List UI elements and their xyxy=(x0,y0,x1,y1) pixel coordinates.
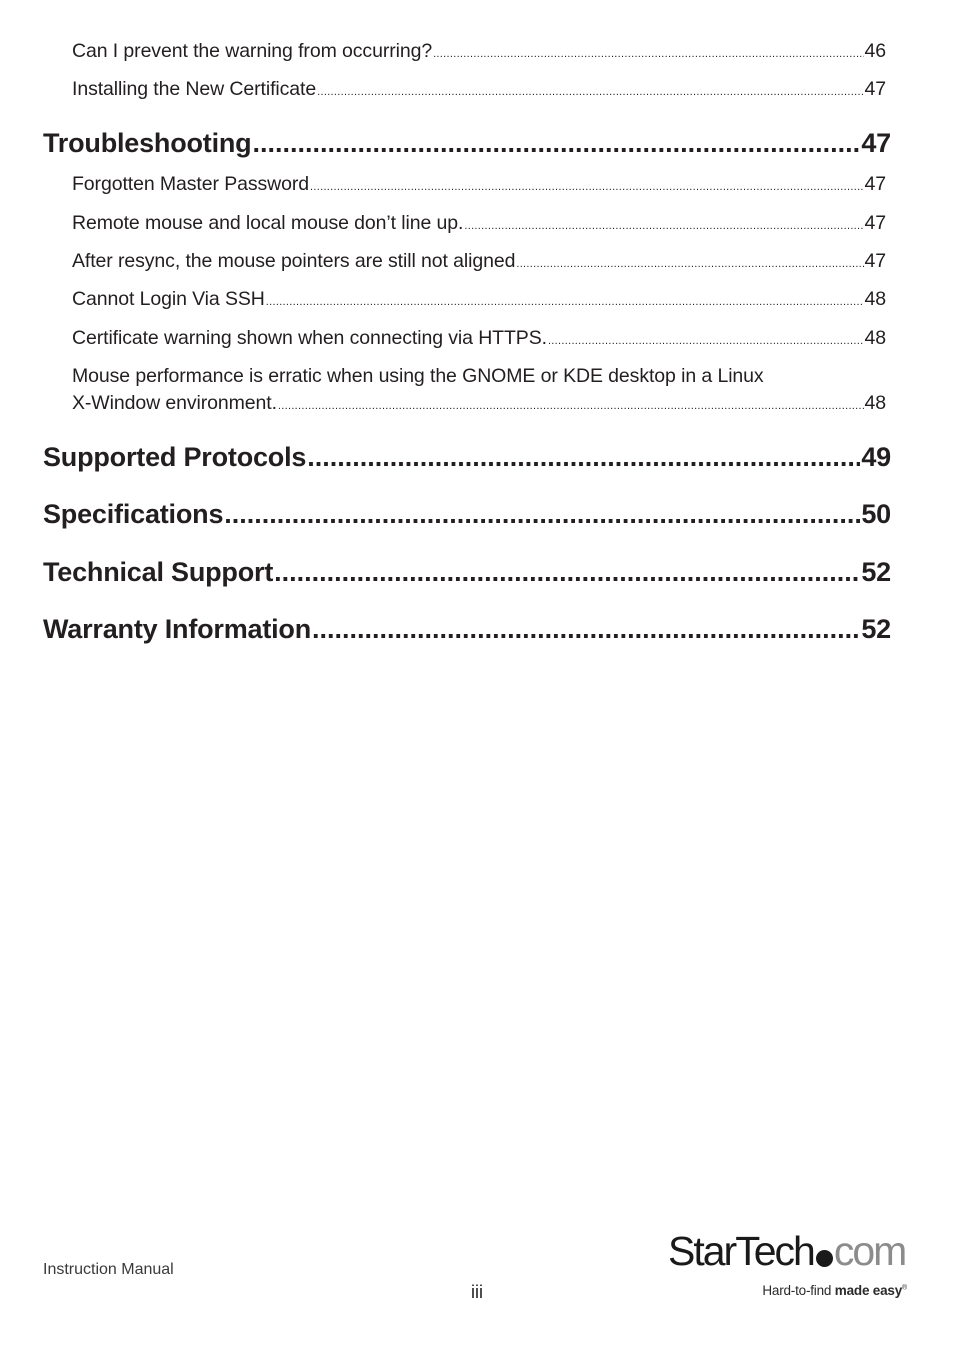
toc-section-page: 47 xyxy=(861,128,891,158)
registered-mark: ® xyxy=(902,1284,907,1292)
logo-tagline-prefix: Hard-to-find xyxy=(762,1283,835,1298)
toc-entry[interactable] xyxy=(72,288,886,311)
logo-tagline xyxy=(762,1283,907,1298)
toc-section-page: 49 xyxy=(861,442,891,472)
toc-entry-title: Can I prevent the warning from occurring? xyxy=(72,40,433,62)
toc-entry-page: 47 xyxy=(864,250,886,272)
logo-tagline-bold: made easy xyxy=(834,1283,903,1298)
toc-section-troubleshooting[interactable] xyxy=(43,128,891,159)
footer-page-number: iii xyxy=(471,1282,483,1302)
startech-logo xyxy=(668,1228,913,1308)
toc-dot-leader xyxy=(307,442,860,473)
toc-section-title: Specifications xyxy=(43,499,224,529)
toc-section-technical-support[interactable] xyxy=(43,557,891,588)
toc-dot-leader xyxy=(433,48,863,60)
toc-dot-leader xyxy=(266,296,864,308)
toc-entry-page: 48 xyxy=(864,288,886,310)
toc-entry-page: 48 xyxy=(864,392,886,414)
toc-section-page: 50 xyxy=(861,499,891,529)
toc-entry[interactable] xyxy=(72,250,886,273)
toc-dot-leader xyxy=(464,220,863,232)
toc-dot-leader xyxy=(312,614,860,645)
toc-entry-page: 48 xyxy=(864,327,886,349)
toc-section-page: 52 xyxy=(861,557,891,587)
toc-section-warranty-information[interactable] xyxy=(43,614,891,645)
toc-section-title: Troubleshooting xyxy=(43,128,252,158)
toc-entry[interactable] xyxy=(72,78,886,101)
logo-wordmark xyxy=(668,1228,905,1275)
toc-entry-title: X-Window environment. xyxy=(72,392,277,414)
footer-doc-label: Instruction Manual xyxy=(43,1261,174,1278)
toc-dot-leader xyxy=(317,86,863,98)
toc-dot-leader xyxy=(310,181,863,193)
toc-entry-page: 47 xyxy=(864,78,886,100)
toc-entry-page: 47 xyxy=(864,173,886,195)
logo-brand-end: com xyxy=(833,1228,906,1274)
toc-section-page: 52 xyxy=(861,614,891,644)
toc-dot-leader xyxy=(274,557,860,588)
toc-entry-page: 47 xyxy=(864,212,886,234)
toc-dot-leader xyxy=(252,128,860,159)
toc-dot-leader xyxy=(548,335,864,347)
toc-section-title: Warranty Information xyxy=(43,614,312,644)
toc-dot-leader xyxy=(224,499,860,530)
toc-entry-title: Certificate warning shown when connecting via HTTPS. xyxy=(72,327,547,349)
toc-entry-page: 46 xyxy=(864,40,886,62)
toc-entry-title: Remote mouse and local mouse don’t line up. xyxy=(72,212,464,234)
logo-dot-icon xyxy=(816,1250,833,1267)
toc-section-specifications[interactable] xyxy=(43,499,891,530)
toc-entry[interactable] xyxy=(72,327,886,350)
toc-entry[interactable] xyxy=(72,212,886,235)
toc-entry[interactable] xyxy=(72,392,886,415)
toc-entry-title: Cannot Login Via SSH xyxy=(72,288,265,310)
toc-entry-title: After resync, the mouse pointers are still not aligned xyxy=(72,250,516,272)
toc-section-title: Technical Support xyxy=(43,557,274,587)
toc-section-title: Supported Protocols xyxy=(43,442,307,472)
logo-brand-start: StarTech xyxy=(668,1228,814,1274)
toc-entry[interactable] xyxy=(72,173,886,196)
toc-entry-wrapped-first-line[interactable]: Mouse performance is erratic when using the GNOME or KDE desktop in a Linux xyxy=(72,365,764,387)
toc-entry-title: Installing the New Certificate xyxy=(72,78,317,100)
toc-entry[interactable] xyxy=(72,40,886,63)
toc-dot-leader xyxy=(516,258,863,270)
toc-dot-leader xyxy=(278,400,864,412)
toc-entry-title: Forgotten Master Password xyxy=(72,173,310,195)
toc-section-supported-protocols[interactable] xyxy=(43,442,891,473)
